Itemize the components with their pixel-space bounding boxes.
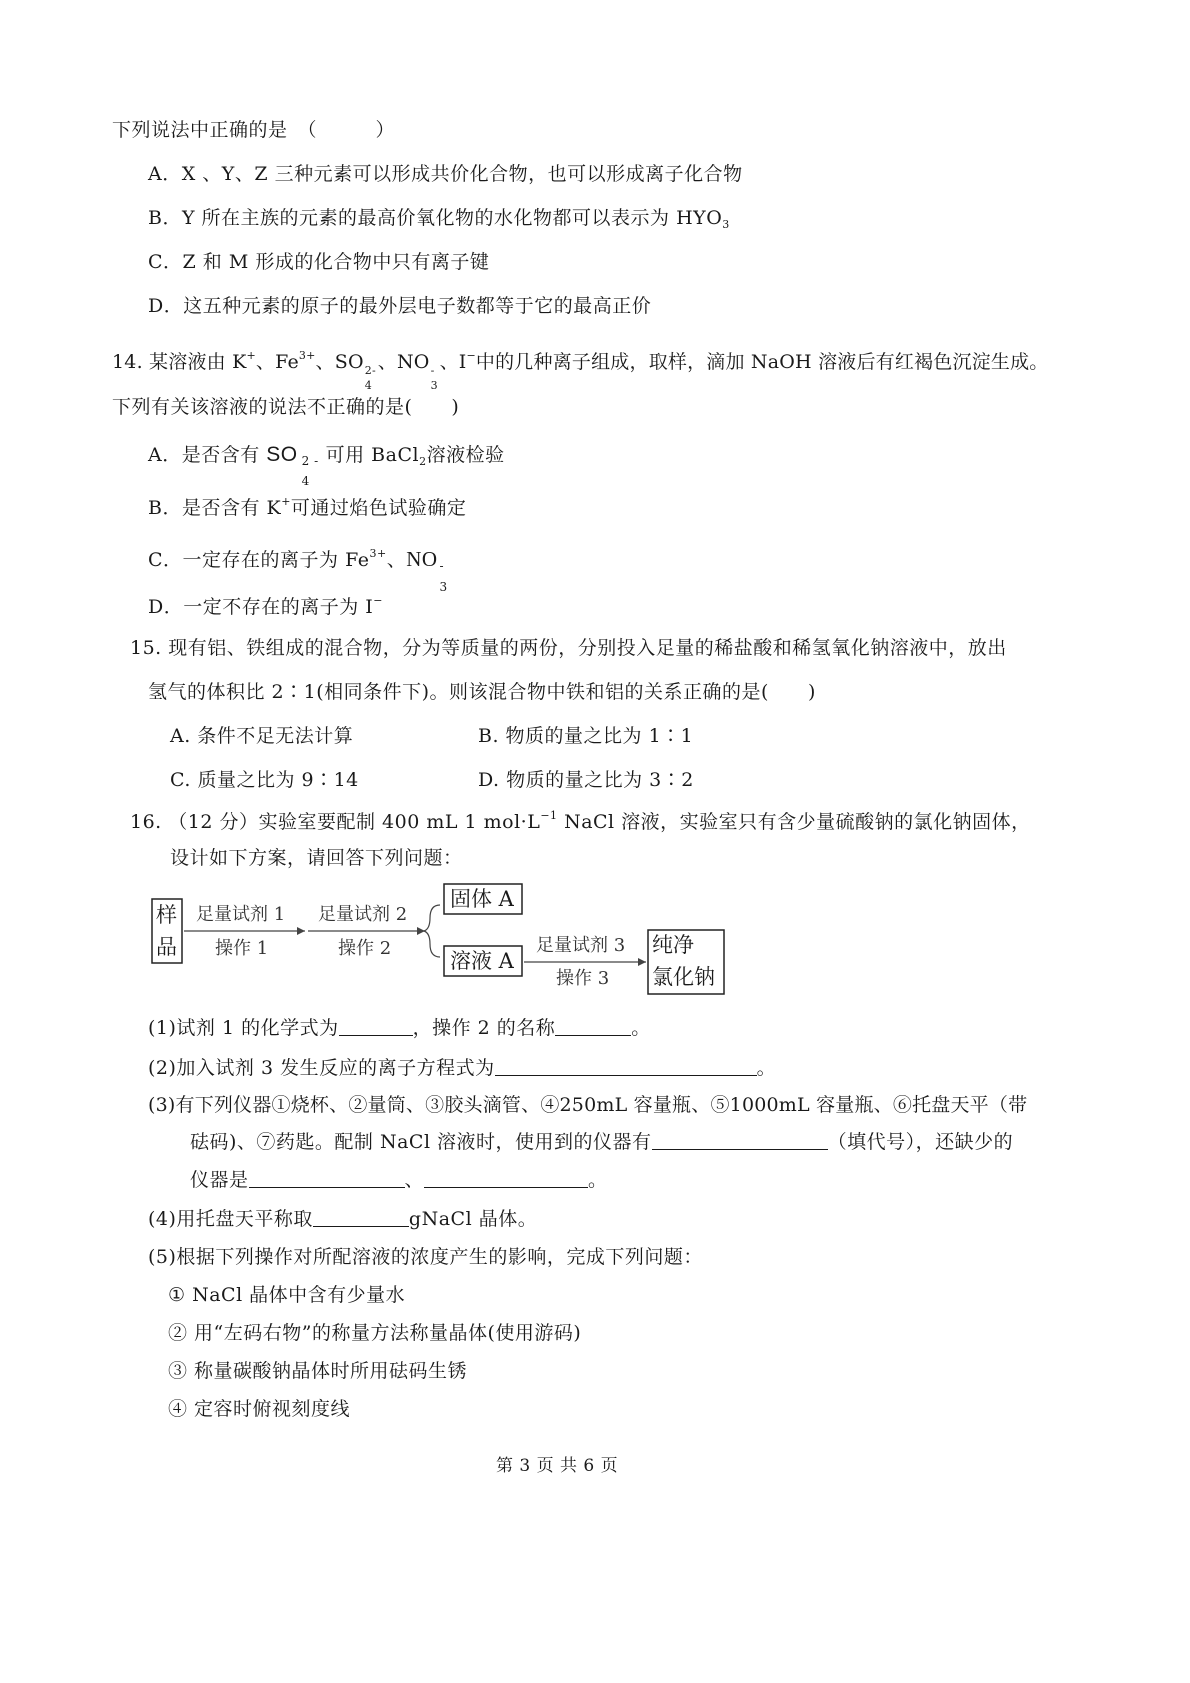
q15-option-a: A. 条件不足无法计算 bbox=[170, 725, 354, 747]
q16-stem-line1: 16. （12 分）实验室要配制 400 mL 1 $mol\cdot L^{-1}$ NaCl 溶液，实验室只有含少量硫酸钠的氯化钠固体， bbox=[130, 809, 1031, 833]
q16-part-3-line1: (3)有下列仪器①烧杯、②量筒、③胶头滴管、④250mL 容量瓶、⑤1000mL 容量瓶、⑥托盘天平（带 bbox=[148, 1094, 1028, 1116]
op-3-label: 操作 3 bbox=[556, 968, 610, 989]
solid-a-label: 固体 A bbox=[450, 887, 514, 911]
q14-option-c: C．一定存在的离子为 $Fe^{3+}$、NO - 3 bbox=[148, 547, 448, 594]
pure-label-2: 氯化钠 bbox=[652, 965, 715, 989]
page-footer: 第 3 页 共 6 页 bbox=[496, 1456, 619, 1476]
reagent-3-label: 足量试剂 3 bbox=[536, 935, 626, 956]
q16-item-3: ③ 称量碳酸钠晶体时所用砝码生锈 bbox=[168, 1360, 468, 1382]
sample-label-2: 品 bbox=[156, 935, 177, 959]
q16-part-1: (1)试剂 1 的化学式为 ，操作 2 的名称 。 bbox=[148, 1017, 651, 1039]
q16-part-5: (5)根据下列操作对所配溶液的浓度产生的影响，完成下列问题： bbox=[148, 1246, 703, 1268]
q14-option-d: D．一定不存在的离子为 I− bbox=[148, 594, 383, 618]
brace bbox=[424, 905, 440, 957]
blank-ionic-equation[interactable] bbox=[495, 1057, 757, 1076]
q16-item-2: ② 用“左码右物”的称量方法称量晶体(使用游码) bbox=[168, 1322, 582, 1344]
blank-reagent-1[interactable] bbox=[339, 1017, 413, 1036]
q15-option-d: D. 物质的量之比为 3∶2 bbox=[478, 769, 694, 791]
q16-part-3-line2: 砝码)、⑦药匙。配制 NaCl 溶液时，使用到的仪器有 （填代号），还缺少的 bbox=[190, 1131, 1014, 1153]
q16-item-4: ④ 定容时俯视刻度线 bbox=[168, 1398, 351, 1420]
q16-stem-line2: 设计如下方案，请回答下列问题： bbox=[170, 847, 463, 869]
q14-option-a: A．是否含有 SO 2 - 4 可用 BaCl$_2$溶液检验 bbox=[148, 443, 505, 488]
q14-option-b: B．是否含有 K+可通过焰色试验确定 bbox=[148, 495, 467, 519]
blank-missing-instrument-1[interactable] bbox=[249, 1169, 405, 1188]
q15-stem-line1: 15. 现有铝、铁组成的混合物，分为等质量的两份，分别投入足量的稀盐酸和稀氢氧化钠溶液中，放出 bbox=[130, 637, 1007, 659]
q16-part-4: (4)用托盘天平称取 gNaCl 晶体。 bbox=[148, 1208, 538, 1230]
blank-instruments-used[interactable] bbox=[652, 1131, 828, 1150]
q16-part-2: (2)加入试剂 3 发生反应的离子方程式为 。 bbox=[148, 1057, 777, 1079]
arrow-3-head bbox=[638, 958, 646, 966]
op-1-label: 操作 1 bbox=[215, 938, 269, 959]
solution-a-label: 溶液 A bbox=[450, 949, 514, 973]
blank-nacl-mass[interactable] bbox=[313, 1208, 409, 1227]
q13-option-d: D．这五种元素的原子的最外层电子数都等于它的最高正价 bbox=[148, 295, 652, 317]
q14-stem-line1: 14. 某溶液由 K+、$Fe^{3+}$、SO 2- 4 、NO - 3 、I−中的几种离子组成，取样，滴加 NaOH 溶液后有红褐色沉淀生成。 bbox=[112, 349, 1049, 392]
reagent-1-label: 足量试剂 1 bbox=[196, 904, 286, 925]
q15-stem-line2: 氢气的体积比 2∶1(相同条件下)。则该混合物中铁和铝的关系正确的是( ) bbox=[148, 681, 816, 703]
q14-stem-line2: 下列有关该溶液的说法不正确的是( ) bbox=[112, 396, 460, 418]
pure-label-1: 纯净 bbox=[652, 933, 694, 957]
q13-stem: 下列说法中正确的是 （ ） bbox=[112, 119, 396, 141]
blank-op-2[interactable] bbox=[555, 1017, 631, 1036]
q13-option-a: A．X 、Y、Z 三种元素可以形成共价化合物，也可以形成离子化合物 bbox=[148, 163, 743, 185]
q15-option-b: B. 物质的量之比为 1∶1 bbox=[478, 725, 694, 747]
arrow-1-head bbox=[297, 927, 305, 935]
sample-label-1: 样 bbox=[156, 903, 177, 927]
q16-item-1: ① NaCl 晶体中含有少量水 bbox=[168, 1284, 406, 1306]
q16-part-3-line3: 仪器是 、 。 bbox=[190, 1169, 608, 1191]
q13-option-c: C．Z 和 M 形成的化合物中只有离子键 bbox=[148, 251, 490, 273]
op-2-label: 操作 2 bbox=[338, 938, 392, 959]
blank-missing-instrument-2[interactable] bbox=[424, 1169, 588, 1188]
q13-option-b: B．Y 所在主族的元素的最高价氧化物的水化物都可以表示为 $HYO_3$ bbox=[148, 207, 730, 231]
reagent-2-label: 足量试剂 2 bbox=[318, 904, 408, 925]
q15-option-c: C. 质量之比为 9∶14 bbox=[170, 769, 359, 791]
